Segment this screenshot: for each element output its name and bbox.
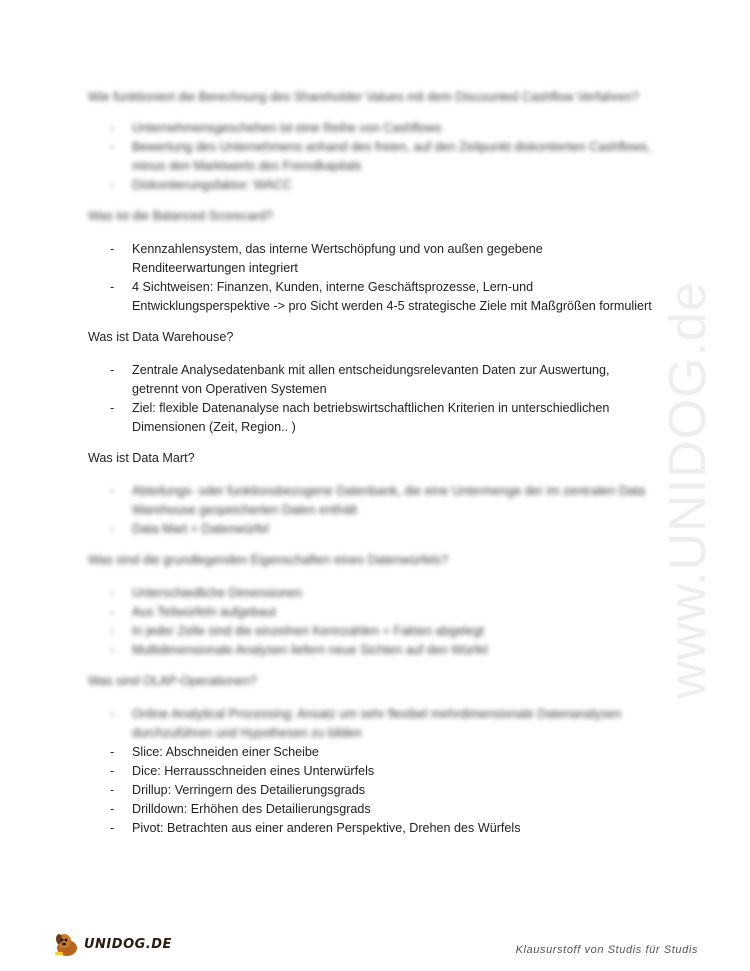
list-item: - Online Analytical Processing: Ansatz um sehr flexibel mehrdimensionale Datenanalysen durchzuführen und Hypothesen zu bilden	[110, 707, 622, 740]
list-item: - Drilldown: Erhöhen des Detailierungsgrads	[110, 802, 371, 816]
list-item: - Aus Teilwürfeln aufgebaut	[110, 605, 276, 619]
list-item: - Drillup: Verringern des Detailierungsgrads	[110, 783, 366, 797]
list-item: - Kennzahlensystem, das interne Wertschöpfung und von außen gegebene Renditeerwartungen integriert	[110, 242, 543, 275]
list-item: - 4 Sichtweisen: Finanzen, Kunden, interne Geschäftsprozesse, Lern-und Entwicklungsperspektive -> pro Sicht werden 4-5 strategische Ziele mit Maßgrößen formuliert	[110, 280, 652, 313]
question-heading: Was sind OLAP-Operationen?	[88, 674, 257, 688]
question-heading: Was ist Data Mart?	[88, 451, 195, 465]
list-item: - In jeder Zelle sind die einzelnen Kennzahlen = Fakten abgelegt	[110, 624, 484, 638]
list-item: - Unternehmensgeschehen ist eine Reihe von Cashflows	[110, 121, 442, 135]
question-heading: Was ist Data Warehouse?	[88, 330, 234, 344]
answer-list	[88, 361, 658, 437]
list-item: - Data Mart = Datenwürfel	[110, 522, 269, 536]
answer-list	[88, 119, 658, 195]
list-item: - Multidimensionale Analysen liefern neue Sichten auf den Würfel	[110, 643, 488, 657]
question-heading: Wie funktioniert die Berechnung des Shareholder Values mit dem Discounted Cashflow Verfahren?	[88, 90, 639, 104]
list-item: - Diskontierungsfaktor: WACC	[110, 178, 292, 192]
list-item: - Zentrale Analysedatenbank mit allen entscheidungsrelevanten Daten zur Auswertung, getrennt von Operativen Systemen	[110, 363, 610, 396]
list-item: - Ziel: flexible Datenanalyse nach betriebswirtschaftlichen Kriterien in unterschiedlichen Dimensionen (Zeit, Region.. )	[110, 401, 610, 434]
answer-list	[88, 482, 658, 539]
answer-list	[88, 584, 658, 660]
footer-tagline: Klausurstoff von Studis für Studis	[515, 944, 698, 956]
watermark: www.UNIDOG.de	[659, 281, 717, 699]
question-heading: Was ist die Balanced Scorecard?	[88, 209, 274, 223]
list-item: - Dice: Herrausschneiden eines Unterwürfels	[110, 764, 375, 778]
list-item: - Bewertung des Unternehmens anhand des freien, auf den Zeitpunkt diskontierten Cashflows, minus den Marktwerts des Fremdkapitals	[110, 140, 651, 173]
list-item: - Pivot: Betrachten aus einer anderen Perspektive, Drehen des Würfels	[110, 821, 521, 835]
dog-logo-icon	[52, 929, 82, 959]
question-heading: Was sind die grundlegenden Eigenschaften eines Datenwürfels?	[88, 553, 449, 567]
list-item: - Abteilungs- oder funktionsbezogene Datenbank, die eine Untermenge der im zentralen Data Warehouse gespeicherten Daten enthält	[110, 484, 646, 517]
answer-list	[88, 705, 658, 838]
logo-text: UNIDOG.DE	[84, 936, 172, 952]
footer-logo[interactable]	[52, 926, 172, 962]
list-item: - Slice: Abschneiden einer Scheibe	[110, 745, 319, 759]
document-content	[88, 88, 658, 838]
list-item: - Unterschiedliche Dimensionen	[110, 586, 303, 600]
answer-list	[88, 240, 658, 316]
